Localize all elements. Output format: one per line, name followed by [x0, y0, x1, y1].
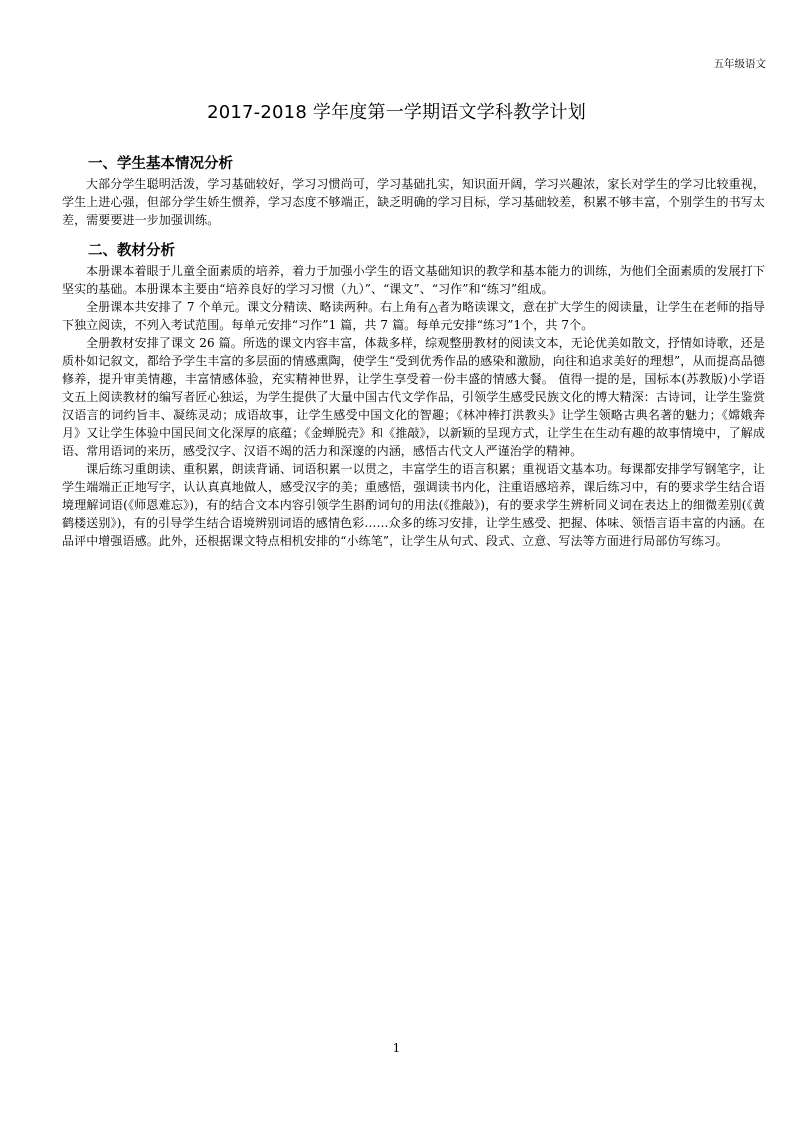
document-body	[62, 150, 765, 550]
section-heading: 一、学生基本情况分析	[88, 156, 233, 172]
section-heading: 二、教材分析	[88, 243, 175, 259]
page-number: 1	[392, 1041, 401, 1055]
section-student-analysis	[62, 154, 765, 229]
paragraph: 全册课本共安排了 7 个单元。课文分精读、略读两种。右上角有△者为略读课文，意在扩大学生的阅读量，让学生在老师的指导下独立阅读，不列入考试范围。每单元安排“习作”1 篇，共 7 篇。每单元安排“练习”1个，共 7个。	[62, 300, 765, 332]
document-title: 2017-2018 学年度第一学期语文学科教学计划	[207, 102, 586, 123]
paragraph: 课后练习重朗读、重积累，朗读背诵、词语积累一以贯之，丰富学生的语言积累；重视语文基本功。每课都安排学写钢笔字，让学生端端正正地写字，认认真真地做人，感受汉字的美；重感悟，强调读书内化，注重语感培养，课后练习中，有的要求学生结合语境理解词语(《师恩难忘》)，有的结合文本内容引领学生斟酌词句的用法(《推敲》)，有的要求学生辨析同义词在表达上的细微差别(《黄鹤楼送别》)，有的引导学生结合语境辨别词语的感情色彩……众多的练习安排，让学生感受、把握、体味、领悟言语丰富的内涵。在品评中增强语感。此外，还根据课文特点相机安排的“小练笔”，让学生从句式、段式、立意、写法等方面进行局部仿写练习。	[62, 462, 765, 548]
paragraph: 本册课本着眼于儿童全面素质的培养，着力于加强小学生的语文基础知识的教学和基本能力的训练，为他们全面素质的发展打下坚实的基础。本册课本主要由“培养良好的学习习惯（九）”、“课文”、“习作”和“练习”组成。	[62, 264, 765, 296]
header-subject: 五年级语文	[713, 58, 766, 70]
paragraph: 大部分学生聪明活泼，学习基础较好，学习习惯尚可，学习基础扎实，知识面开阔，学习兴趣浓，家长对学生的学习比较重视，学生上进心强，但部分学生娇生惯养，学习态度不够端正，缺乏明确的学习目标，学习基础较差，积累不够丰富，个别学生的书写太差，需要要进一步加强训练。	[62, 177, 765, 227]
section-textbook-analysis	[62, 241, 765, 550]
paragraph: 全册教材安排了课文 26 篇。所选的课文内容丰富，体裁多样，综观整册教材的阅读文本，无论优美如散文，抒情如诗歌，还是质朴如记叙文，都给予学生丰富的多层面的情感熏陶，使学生“受到优秀作品的感染和激励，向往和追求美好的理想”，从而提高品德修养，提升审美情趣，丰富情感体验，充实精神世界，让学生享受着一份丰盛的情感大餐。 值得一提的是，国标本(苏教版)小学语文五上阅读教材的编写者匠心独运，为学生提供了大量中国古代文学作品，引领学生感受民族文化的博大精深：古诗词，让学生鉴赏汉语言的词约旨丰、凝练灵动；成语故事，让学生感受中国文化的智趣；《林冲棒打洪教头》让学生领略古典名著的魅力；《嫦娥奔月》又让学生体验中国民间文化深厚的底蕴；《金蝉脱壳》和《推敲》，以新颖的呈现方式，让学生在生动有趣的故事情境中，了解成语、常用语词的来历，感受汉字、汉语不竭的活力和深邃的内涵，感悟古代文人严谨治学的精神。	[62, 336, 765, 458]
